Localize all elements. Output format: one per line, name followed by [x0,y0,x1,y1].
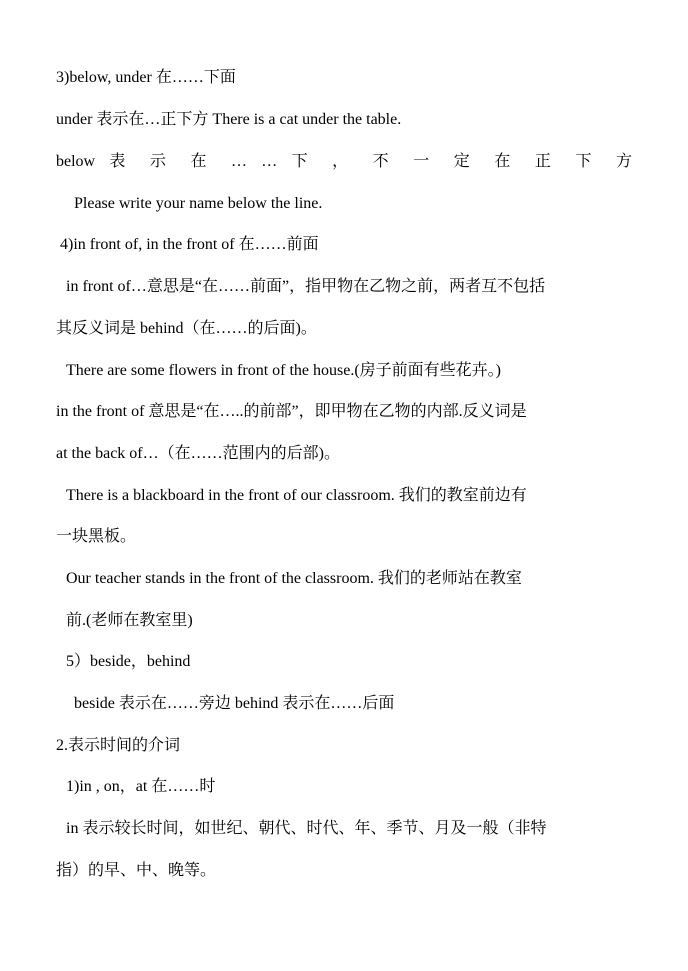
example-flowers: There are some flowers in front of the house.(房子前面有些花卉。) [66,362,502,379]
paragraph-under-usage: under 表示在…正下方 There is a cat under the table. [56,111,402,128]
paragraph-antonym-behind: 其反义词是 behind（在……的后面)。 [56,320,317,337]
paragraph-beside-behind: beside 表示在……旁边 behind 表示在……后面 [74,695,395,712]
example-teacher: Our teacher stands in the front of the classroom. 我们的老师站在教室 [66,570,522,587]
heading-below-under: 3)below, under 在……下面 [56,69,236,86]
example-below: Please write your name below the line. [74,195,323,212]
paragraph-in-the-front-of-meaning: in the front of 意思是“在…..的前部”，即甲物在乙物的内部.反义词是 [56,403,527,420]
paragraph-in-usage-continued: 指）的早、中、晚等。 [56,862,217,879]
example-blackboard: There is a blackboard in the front of our classroom. 我们的教室前边有 [66,487,527,504]
heading-in-front-of: 4)in front of, in the front of 在……前面 [60,236,319,253]
paragraph-in-front-of-meaning: in front of…意思是“在……前面”，指甲物在乙物之前，两者互不包括 [66,278,546,295]
paragraph-in-usage: in 表示较长时间，如世纪、朝代、时代、年、季节、月及一般（非特 [66,820,547,837]
heading-in-on-at: 1)in , on，at 在……时 [66,778,216,795]
paragraph-at-the-back-of: at the back of…（在……范围内的后部)。 [56,445,340,462]
example-teacher-continued: 前.(老师在教室里) [66,612,193,629]
section-heading-time-prepositions: 2.表示时间的介词 [56,737,181,754]
paragraph-below-usage: below 表 示 在 … … 下 ， 不 一 定 在 正 下 方 [56,153,632,170]
heading-beside-behind: 5）beside，behind [66,653,191,670]
example-blackboard-continued: 一块黑板。 [56,528,137,545]
